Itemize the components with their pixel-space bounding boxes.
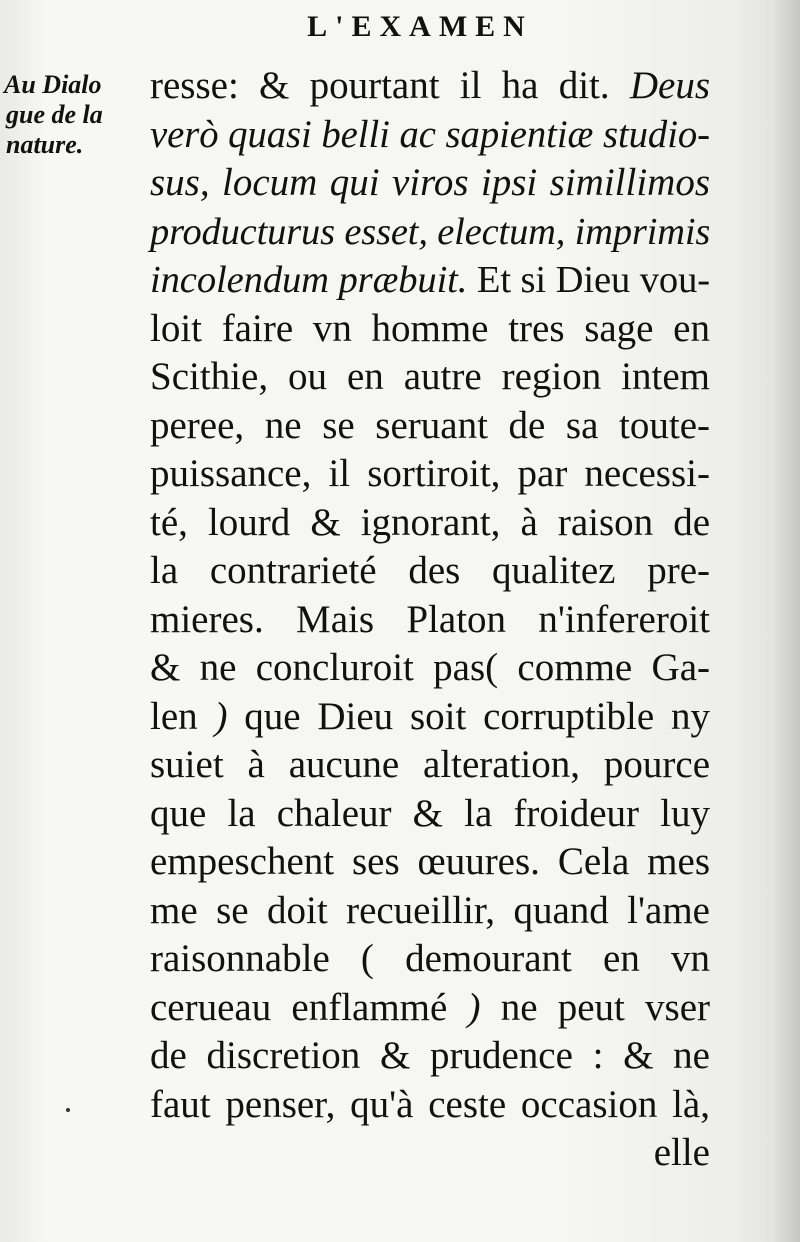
- text-line: que la chaleur & la froideur luy: [150, 791, 710, 835]
- text-line: la contrarieté des qualitez pre-: [150, 549, 710, 592]
- body-text: [150, 62, 710, 1178]
- text-line: loit faire vn homme tres sage en: [150, 306, 710, 350]
- catchword: elle: [653, 1131, 710, 1174]
- marginal-note-line: Au Dialo: [4, 70, 102, 99]
- text-line: faut penser, qu'à ceste occasion là,: [150, 1082, 710, 1126]
- text-line: me se doit recueillir, quand l'ame: [150, 888, 710, 932]
- marginal-note: [4, 70, 144, 160]
- ink-speck: [66, 1108, 70, 1112]
- text-run: Et si Dieu vou-: [476, 259, 711, 301]
- text-run: resse: & pourtant il ha dit.: [150, 64, 610, 107]
- text-run-italic: ): [467, 985, 481, 1029]
- text-line: [150, 984, 710, 1033]
- text-line: [150, 256, 710, 305]
- text-line: puissance, il sortiroit, par necessi-: [150, 452, 710, 495]
- text-run: ne peut vser: [500, 985, 711, 1029]
- text-line: [150, 62, 710, 111]
- text-run-italic: incolendum præbuit.: [150, 259, 468, 301]
- text-run-italic: ): [214, 694, 228, 738]
- text-run: que Dieu soit corruptible ny: [244, 694, 710, 738]
- running-head: L'EXAMEN: [307, 10, 533, 43]
- text-line: [150, 693, 710, 742]
- text-line: suiet à aucune alteration, pource: [150, 743, 710, 786]
- text-line: Scithie, ou en autre region intem: [150, 355, 710, 398]
- marginal-note-line: nature.: [6, 130, 84, 159]
- text-line: mieres. Mais Platon n'infereroit: [150, 597, 710, 641]
- marginal-note-line: gue de la: [6, 100, 103, 129]
- text-line: té, lourd & ignorant, à raison de: [150, 500, 710, 544]
- text-run: len: [150, 694, 198, 738]
- text-line: verò quasi belli ac sapientiæ studio-: [150, 112, 710, 156]
- text-run: cerueau enflammé: [150, 985, 448, 1029]
- text-line: de discretion & prudence : & ne: [150, 1034, 710, 1077]
- text-line: & ne concluroit pas( comme Ga-: [150, 646, 710, 689]
- text-line: peree, ne se seruant de sa toute-: [150, 403, 710, 447]
- text-line: producturus esset, electum, imprimis: [150, 210, 711, 253]
- text-run-italic: Deus: [629, 64, 711, 107]
- text-line: sus, locum qui viros ipsi simillimos: [150, 161, 710, 204]
- text-line: raisonnable ( demourant en vn: [150, 937, 710, 980]
- page-edge-shadow: [772, 0, 800, 1242]
- text-line: empeschent ses œuures. Cela mes: [150, 840, 710, 883]
